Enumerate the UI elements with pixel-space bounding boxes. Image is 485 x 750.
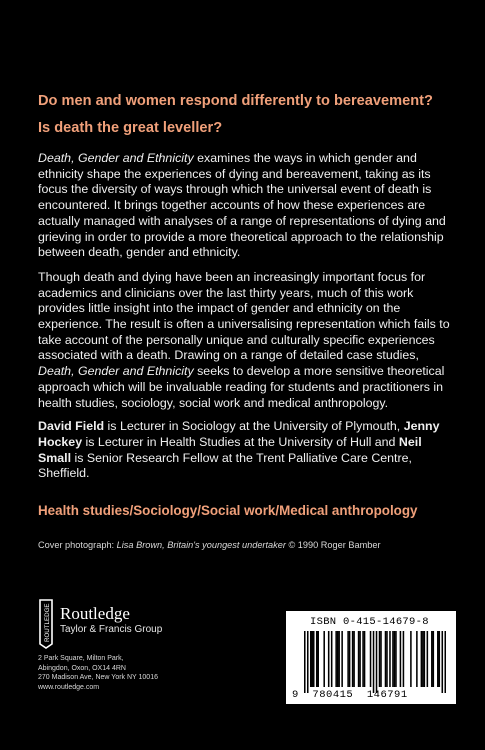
address-line: Abingdon, Oxon, OX14 4RN <box>38 664 126 672</box>
credit-photo-title: Lisa Brown, Britain's youngest undertaker <box>116 540 286 551</box>
subject-categories: Health studies/Sociology/Social work/Medical anthropology <box>38 503 418 519</box>
publisher-name: Routledge <box>60 604 130 623</box>
barcode-bar <box>359 631 361 687</box>
barcode-bar <box>338 631 340 687</box>
paragraph-1-text: examines the ways in which gender and ethnicity shape the experiences of dying and bereavement, taking as its focus the diversity of ways through which the universal event of death is encountered. It brings together accounts of how these experiences are actually managed with analyses of a range of representations of dying and grieving in order to provide a more theoretical approach to the relationship between death, gender and ethnicity. <box>38 151 446 260</box>
barcode-guard-bar <box>304 631 306 693</box>
barcode-bar <box>311 631 313 687</box>
barcode-bar <box>370 631 372 687</box>
book-title-italic: Death, Gender and Ethnicity <box>38 364 194 379</box>
paragraph-2-text-after: seeks to develop a more sensitive theoretical approach which will be invaluable reading for students and practitioners in health studies, sociology, social work and medical anthropology. <box>38 364 445 410</box>
address-line: 270 Madison Ave, New York NY 10016 <box>38 674 158 682</box>
isbn-number: ISBN 0-415-14679-8 <box>310 616 429 628</box>
routledge-logo-icon <box>38 598 54 650</box>
barcode-bar <box>395 631 397 687</box>
ean-digits <box>292 689 408 701</box>
barcode-bar <box>337 631 339 687</box>
editor-name-2: Jenny Hockey <box>38 419 440 449</box>
ean-first-digit: 9 <box>292 689 299 701</box>
editor-role-2: is Lecturer in Health Studies at the University of Hull and <box>82 434 399 449</box>
editor-name-1: David Field <box>38 419 105 434</box>
barcode-bar <box>316 631 318 687</box>
publisher-logo <box>38 598 238 650</box>
barcode-bar <box>394 631 396 687</box>
barcode-bar <box>341 631 343 687</box>
paragraph-2-text-before: Though death and dying have been an increasingly important focus for academics and clinicians over the last thirty years, much of this work provides little insight into the impact of gender and ethnicity on the experience. The result is often a universalising representation which fails to take account of the personally unique and culturally specific experiences associated with a death. Drawing on a range of detailed case studies, <box>38 269 450 363</box>
barcode-bar <box>386 631 388 687</box>
editor-name-3: Neil Small <box>38 434 422 465</box>
barcode-bar <box>439 631 441 687</box>
barcode-bar <box>362 631 364 687</box>
ean-right-group: 146791 <box>366 689 408 701</box>
description-paragraph-2 <box>38 270 454 411</box>
credit-label: Cover photograph: <box>38 540 117 551</box>
barcode-bar <box>310 631 312 687</box>
barcode-bar <box>323 631 325 687</box>
barcode-bar <box>392 631 394 687</box>
barcode-bar <box>416 631 418 687</box>
barcode-bar <box>353 631 355 687</box>
address-line: 2 Park Square, Milton Park, <box>38 655 124 662</box>
barcode-bar <box>385 631 387 687</box>
barcode-bar <box>335 631 337 687</box>
barcode-bar <box>427 631 429 687</box>
barcode-bar <box>403 631 405 687</box>
barcode-bar <box>431 631 433 687</box>
barcode-bar <box>400 631 402 687</box>
description-paragraph-1 <box>38 151 454 261</box>
editor-role-3: is Senior Research Fellow at the Trent Palliative Care Centre, Sheffield. <box>38 450 412 481</box>
logo-vertical-text: ROUTLEDGE <box>44 603 51 642</box>
barcode-bar <box>313 631 315 687</box>
barcode-bar <box>379 631 381 687</box>
publisher-website: www.routledge.com <box>38 683 100 691</box>
barcode-guard-bar <box>442 631 444 693</box>
barcode-bar <box>410 631 412 687</box>
editors-paragraph <box>38 419 454 482</box>
blurb-block <box>38 92 454 551</box>
barcode-bar <box>352 631 354 687</box>
barcode-bars <box>304 631 446 695</box>
publisher-address <box>38 654 238 692</box>
barcode-bar <box>317 631 319 687</box>
barcode-bar <box>331 631 333 687</box>
credit-copyright: © 1990 Roger Bamber <box>285 540 381 551</box>
editor-role-1: is Lecturer in Sociology at the University of Plymouth, <box>104 419 404 434</box>
book-title-italic: Death, Gender and Ethnicity <box>38 151 194 165</box>
cover-photo-credit <box>38 539 454 551</box>
barcode-bar <box>422 631 424 687</box>
headline-question-2: Is death the great leveller? <box>38 120 223 136</box>
isbn-barcode <box>286 611 456 704</box>
publisher-block <box>38 598 238 692</box>
barcode-bar <box>358 631 360 687</box>
barcode-bar <box>349 631 351 687</box>
barcode-bar <box>389 631 391 687</box>
ean-left-group: 780415 <box>312 689 354 701</box>
barcode-bar <box>424 631 426 687</box>
barcode-bar <box>437 631 439 687</box>
barcode-guard-bar <box>376 631 378 693</box>
barcode-guard-bar <box>307 631 309 693</box>
barcode-bar <box>328 631 330 687</box>
barcode-guard-bar <box>445 631 446 693</box>
barcode-bar <box>364 631 366 687</box>
publisher-group: Taylor & Francis Group <box>60 624 163 635</box>
barcode-bar <box>421 631 423 687</box>
barcode-guard-bar <box>373 631 375 693</box>
barcode-bar <box>347 631 349 687</box>
headline-question-1: Do men and women respond differently to bereavement? <box>38 93 433 109</box>
barcode-bar <box>380 631 382 687</box>
barcode-bar <box>433 631 435 687</box>
